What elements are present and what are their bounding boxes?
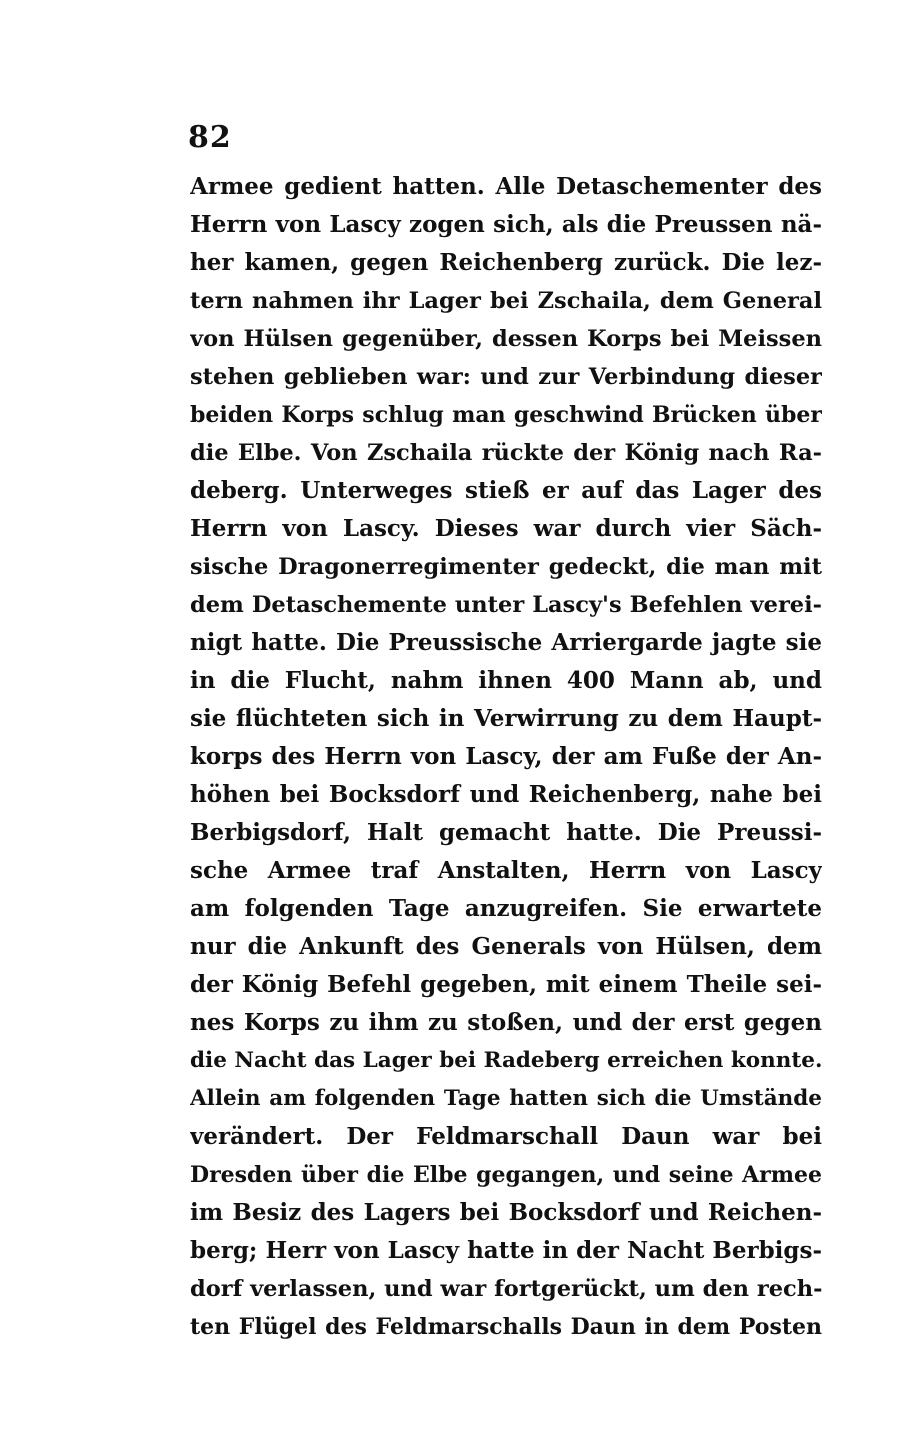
text-line: von Hülsen gegenüber, dessen Korps bei Meissen bbox=[190, 326, 822, 352]
text-line: sie flüchteten sich in Verwirrung zu dem Haupt- bbox=[190, 705, 822, 732]
text-line: dem Detaschemente unter Lascy's Befehlen verei- bbox=[190, 592, 822, 618]
text-line: im Besiz des Lagers bei Bocksdorf und Reichen- bbox=[190, 1199, 822, 1226]
text-line: sische Dragonerregimenter gedeckt, die man mit bbox=[190, 554, 822, 580]
text-line: höhen bei Bocksdorf und Reichenberg, nahe bei bbox=[190, 781, 822, 808]
text-line: Herrn von Lascy. Dieses war durch vier Säch- bbox=[190, 515, 822, 542]
text-line: nur die Ankunft des Generals von Hülsen, dem bbox=[190, 933, 822, 960]
text-line: Herrn von Lascy zogen sich, als die Preussen nä- bbox=[190, 211, 822, 238]
text-line: stehen geblieben war: und zur Verbindung dieser bbox=[190, 364, 822, 390]
text-line: Dresden über die Elbe gegangen, und seine Armee bbox=[190, 1162, 822, 1188]
text-line: die Nacht das Lager bei Radeberg erreichen konnte. bbox=[190, 1048, 822, 1073]
text-line: sche Armee traf Anstalten, Herrn von Lascy bbox=[190, 857, 822, 884]
text-line: deberg. Unterweges stieß er auf das Lager des bbox=[190, 477, 822, 504]
text-line: die Elbe. Von Zschaila rückte der König nach Ra- bbox=[190, 440, 822, 466]
text-line: in die Flucht, nahm ihnen 400 Mann ab, und bbox=[190, 667, 822, 694]
text-line: Armee gedient hatten. Alle Detaschementer des bbox=[190, 173, 822, 200]
text-line: beiden Korps schlug man geschwind Brücken über bbox=[190, 402, 822, 428]
text-line: nigt hatte. Die Preussische Arriergarde jagte sie bbox=[190, 629, 822, 656]
body-text bbox=[190, 168, 822, 1346]
text-line: ten Flügel des Feldmarschalls Daun in dem Posten bbox=[190, 1314, 822, 1340]
text-line: Allein am folgenden Tage hatten sich die Umstände bbox=[190, 1086, 822, 1111]
text-line: nes Korps zu ihm zu stoßen, und der erst gegen bbox=[190, 1009, 822, 1036]
text-line: korps des Herrn von Lascy, der am Fuße der An- bbox=[190, 743, 822, 770]
text-line: der König Befehl gegeben, mit einem Theile sei- bbox=[190, 971, 822, 998]
text-line: her kamen, gegen Reichenberg zurück. Die lez- bbox=[190, 249, 822, 276]
text-line: tern nahmen ihr Lager bei Zschaila, dem General bbox=[190, 288, 822, 314]
text-line: verändert. Der Feldmarschall Daun war bei bbox=[190, 1123, 822, 1150]
page-number: 82 bbox=[188, 120, 232, 155]
text-line: am folgenden Tage anzugreifen. Sie erwartete bbox=[190, 895, 822, 922]
text-line: Berbigsdorf, Halt gemacht hatte. Die Preussi- bbox=[190, 819, 822, 846]
text-line: berg; Herr von Lascy hatte in der Nacht Berbigs- bbox=[190, 1237, 822, 1264]
text-line: dorf verlassen, und war fortgerückt, um den rech- bbox=[190, 1276, 822, 1302]
